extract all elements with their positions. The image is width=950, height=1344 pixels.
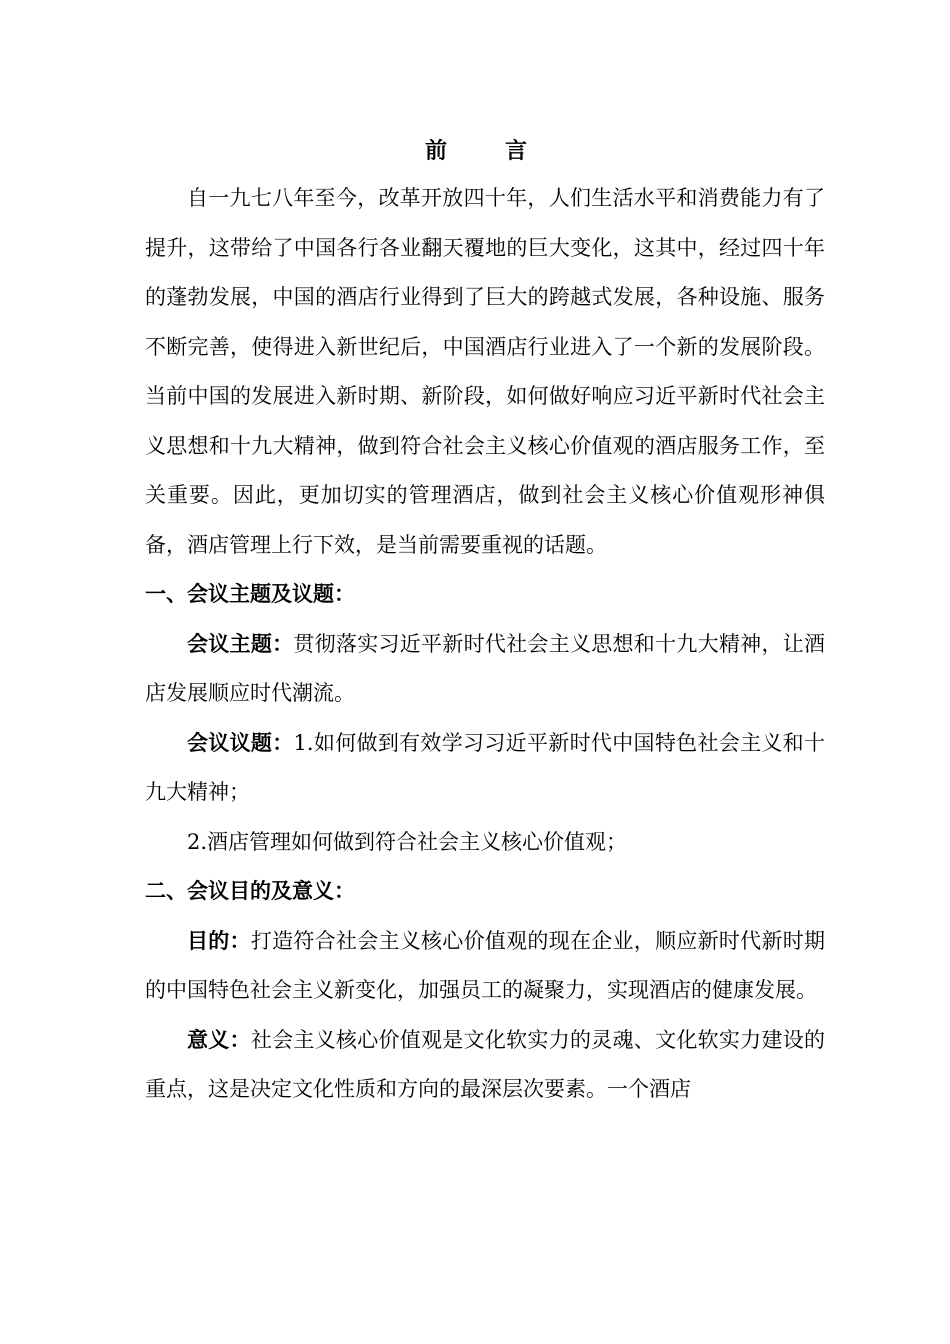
section-heading-purpose: 二、会议目的及意义： <box>145 879 355 903</box>
page-title: 前 言 <box>424 139 545 164</box>
meeting-theme-label: 会议主题： <box>187 631 294 656</box>
preface-paragraph: 自一九七八年至今，改革开放四十年，人们生活水平和消费能力有了提升，这带给了中国各行各业翻天覆地的巨大变化，这其中，经过四十年的蓬勃发展，中国的酒店行业得到了巨大的跨越式发展，各种设施、服务不断完善，使得进入新世纪后，中国酒店行业进入了一个新的发展阶段。当前中国的发展进入新时期、新阶段，如何做好响应习近平新时代社会主义思想和十九大精神，做到符合社会主义核心价值观的酒店服务工作，至关重要。因此，更加切实的管理酒店，做到社会主义核心价值观形神俱备，酒店管理上行下效，是当前需要重视的话题。 <box>145 186 825 557</box>
meeting-topics-label: 会议议题： <box>187 730 294 755</box>
meaning-label: 意义： <box>187 1027 251 1052</box>
meeting-topic-1: 1.如何做到有效学习习近平新时代中国特色社会主义和十九大精神； <box>145 730 825 804</box>
document-page <box>145 130 825 1115</box>
meeting-theme-paragraph <box>145 620 825 719</box>
meeting-topic-2: 2.酒店管理如何做到符合社会主义核心价值观； <box>187 829 628 854</box>
purpose-label: 目的： <box>187 928 251 953</box>
meeting-theme-text: 贯彻落实习近平新时代社会主义思想和十九大精神，让酒店发展顺应时代潮流。 <box>145 631 826 705</box>
purpose-paragraph <box>145 917 825 1016</box>
meaning-paragraph <box>145 1016 825 1115</box>
meaning-text: 社会主义核心价值观是文化软实力的灵魂、文化软实力建设的重点，这是决定文化性质和方向的最深层次要素。一个酒店 <box>145 1027 825 1101</box>
purpose-text: 打造符合社会主义核心价值观的现在企业，顺应新时代新时期的中国特色社会主义新变化，加强员工的凝聚力，实现酒店的健康发展。 <box>145 928 825 1002</box>
section-heading-topics: 一、会议主题及议题： <box>145 582 355 606</box>
meeting-topics-paragraph <box>145 719 825 818</box>
